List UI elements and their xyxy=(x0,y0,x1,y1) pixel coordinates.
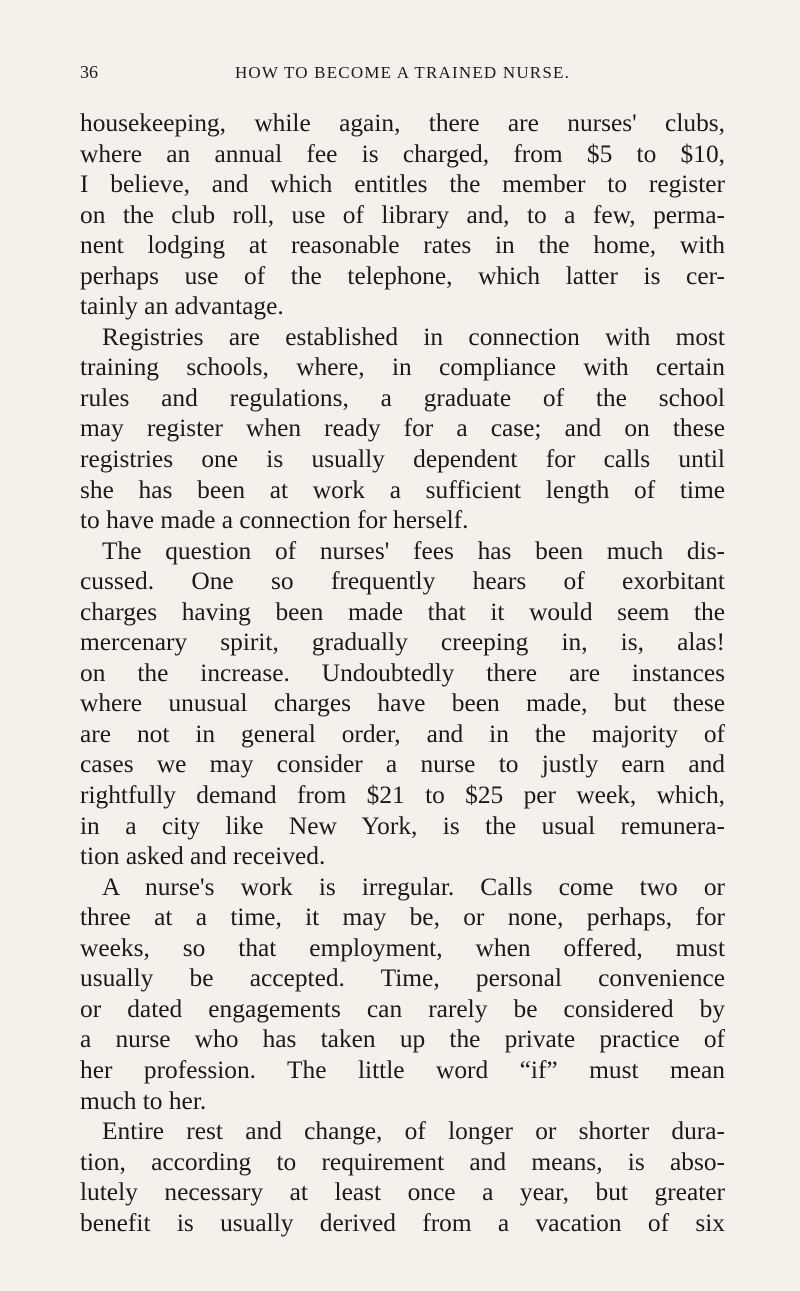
text-line: Entire rest and change, of longer or shorter dura- xyxy=(102,1117,725,1146)
text-line: cussed. One so frequently hears of exorbitant xyxy=(80,567,725,596)
body-text xyxy=(80,108,725,1238)
page-number: 36 xyxy=(80,62,98,82)
text-line: usually be accepted. Time, personal convenience xyxy=(80,964,725,993)
text-line: The question of nurses' fees has been much dis- xyxy=(102,536,725,565)
text-line: lutely necessary at least once a year, but greater xyxy=(80,1178,725,1207)
text-line: training schools, where, in compliance with certain xyxy=(80,353,725,382)
text-line: rules and regulations, a graduate of the school xyxy=(80,383,725,412)
text-line: three at a time, it may be, or none, perhaps, for xyxy=(80,903,725,932)
running-head: HOW TO BECOME A TRAINED NURSE. xyxy=(234,63,571,82)
book-page xyxy=(80,62,725,1238)
text-line: in a city like New York, is the usual remunera- xyxy=(80,811,725,840)
text-line: she has been at work a sufficient length of time xyxy=(80,475,725,504)
text-line: on the club roll, use of library and, to a few, perma- xyxy=(80,200,725,229)
text-line: mercenary spirit, gradually creeping in, is, alas! xyxy=(80,628,725,657)
text-line: perhaps use of the telephone, which latter is cer- xyxy=(80,261,725,290)
text-line: cases we may consider a nurse to justly earn and xyxy=(80,750,725,779)
text-line: where an annual fee is charged, from $5 to $10, xyxy=(80,139,725,168)
text-line: A nurse's work is irregular. Calls come two or xyxy=(102,872,725,901)
text-line: tion, according to requirement and means, is abso- xyxy=(80,1147,725,1176)
paragraph xyxy=(80,536,725,872)
text-line: Registries are established in connection with most xyxy=(102,322,725,351)
text-line: weeks, so that employment, when offered, must xyxy=(80,933,725,962)
text-line: much to her. xyxy=(80,1086,207,1115)
text-line: nent lodging at reasonable rates in the home, with xyxy=(80,231,725,260)
text-line: housekeeping, while again, there are nurses' clubs, xyxy=(80,109,725,137)
text-line: rightfully demand from $21 to $25 per week, which, xyxy=(80,781,725,810)
text-line: registries one is usually dependent for calls until xyxy=(80,445,725,474)
paragraph xyxy=(80,1116,725,1238)
paragraph xyxy=(80,322,725,536)
text-line: benefit is usually derived from a vacation of six xyxy=(80,1208,725,1237)
paragraph xyxy=(80,872,725,1116)
text-line: may register when ready for a case; and on these xyxy=(80,414,725,443)
text-line: a nurse who has taken up the private practice of xyxy=(80,1025,725,1054)
text-line: on the increase. Undoubtedly there are instances xyxy=(80,658,725,687)
text-line: tainly an advantage. xyxy=(80,292,284,321)
text-line: her profession. The little word “if” must mean xyxy=(80,1055,725,1084)
text-line: are not in general order, and in the majority of xyxy=(80,719,725,748)
text-line: tion asked and received. xyxy=(80,842,326,871)
text-line: or dated engagements can rarely be considered by xyxy=(80,994,725,1023)
text-line: where unusual charges have been made, but these xyxy=(80,689,725,718)
text-line: I believe, and which entitles the member to register xyxy=(80,170,725,199)
paragraph xyxy=(80,108,725,322)
page-header xyxy=(80,62,725,90)
text-line: to have made a connection for herself. xyxy=(80,506,469,535)
text-line: charges having been made that it would seem the xyxy=(80,597,725,626)
